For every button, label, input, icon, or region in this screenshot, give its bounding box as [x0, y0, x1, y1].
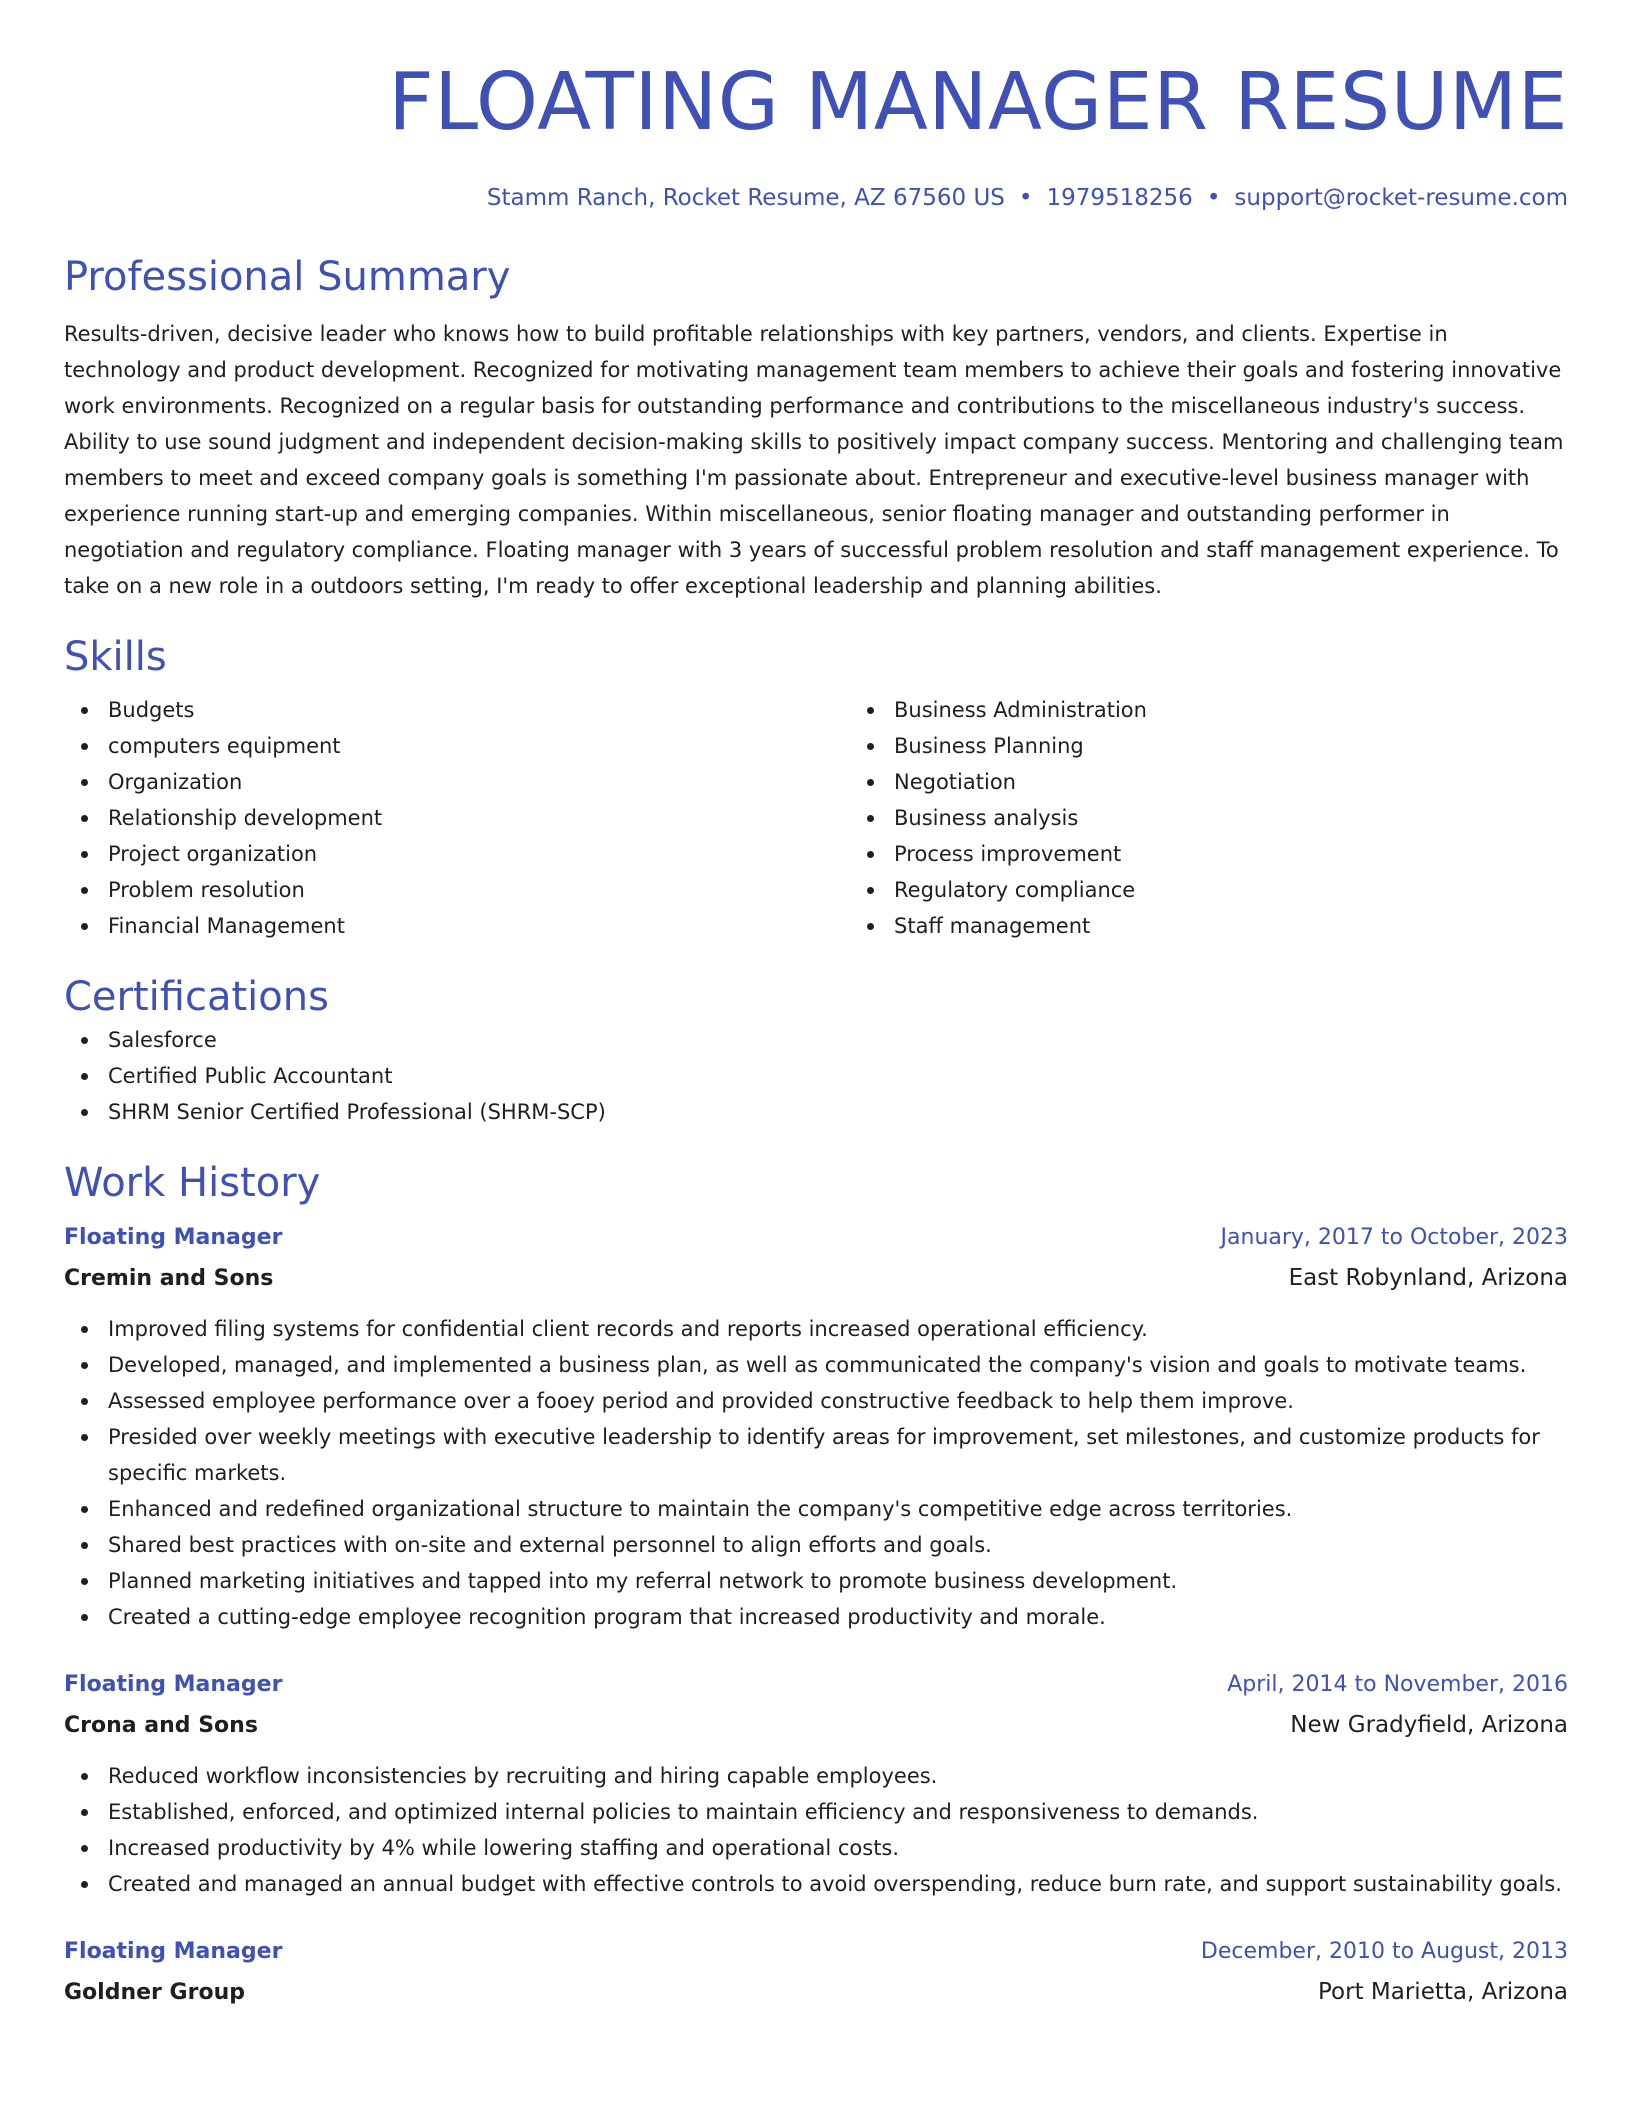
job-header-row: [64, 1218, 1568, 1258]
skills-column-right: [850, 692, 1632, 944]
job-duty-item: Created a cutting-edge employee recognition program that increased productivity and morale.: [108, 1599, 1568, 1635]
job-company: Crona and Sons: [64, 1713, 258, 1738]
contact-email[interactable]: support@rocket-resume.com: [1234, 185, 1568, 211]
job-dates: April, 2014 to November, 2016: [1227, 1672, 1568, 1697]
job-company-row: [64, 1705, 1568, 1746]
skill-item: Organization: [108, 764, 850, 800]
skills-heading: Skills: [64, 634, 167, 680]
job-location: East Robynland, Arizona: [1288, 1265, 1568, 1291]
certifications-heading: Certifications: [64, 974, 329, 1020]
certifications-list: [64, 1022, 1568, 1130]
job-dates: December, 2010 to August, 2013: [1200, 1939, 1568, 1964]
job-duty-item: Reduced workflow inconsistencies by recruiting and hiring capable employees.: [108, 1758, 1568, 1794]
job-duty-item: Improved filing systems for confidential client records and reports increased operational efficiency.: [108, 1311, 1568, 1347]
job-entry: [64, 1218, 1568, 1635]
resume-title: FLOATING MANAGER RESUME: [388, 56, 1568, 148]
job-company-row: [64, 1258, 1568, 1299]
job-duty-item: Shared best practices with on-site and external personnel to align efforts and goals.: [108, 1527, 1568, 1563]
skills-column-left: [64, 692, 850, 944]
job-company: Goldner Group: [64, 1980, 245, 2005]
job-entry: [64, 1932, 1568, 2013]
job-duty-item: Assessed employee performance over a fooey period and provided constructive feedback to help them improve.: [108, 1383, 1568, 1419]
job-location: New Gradyfield, Arizona: [1290, 1712, 1568, 1738]
job-duty-item: Developed, managed, and implemented a business plan, as well as communicated the company's vision and goals to motivate teams.: [108, 1347, 1568, 1383]
job-duty-item: Created and managed an annual budget with effective controls to avoid overspending, reduce burn rate, and support sustainability goals.: [108, 1866, 1568, 1902]
job-header-row: [64, 1665, 1568, 1705]
skill-item: Regulatory compliance: [894, 872, 1632, 908]
contact-phone: 1979518256: [1046, 185, 1193, 211]
certification-item: SHRM Senior Certified Professional (SHRM-SCP): [108, 1094, 1568, 1130]
skill-item: Business Administration: [894, 692, 1632, 728]
skill-item: Process improvement: [894, 836, 1632, 872]
skill-item: Staff management: [894, 908, 1632, 944]
skill-item: Business analysis: [894, 800, 1632, 836]
job-title: Floating Manager: [64, 1225, 283, 1250]
job-duty-item: Planned marketing initiatives and tapped into my referral network to promote business development.: [108, 1563, 1568, 1599]
skill-item: Budgets: [108, 692, 850, 728]
skill-item: Business Planning: [894, 728, 1632, 764]
job-title: Floating Manager: [64, 1672, 283, 1697]
skills-list: [64, 692, 1568, 944]
job-company-row: [64, 1972, 1568, 2013]
skill-item: Financial Management: [108, 908, 850, 944]
job-dates: January, 2017 to October, 2023: [1220, 1225, 1568, 1250]
contact-separator: •: [1206, 185, 1221, 211]
job-header-row: [64, 1932, 1568, 1972]
job-location: Port Marietta, Arizona: [1318, 1979, 1568, 2005]
job-duty-item: Presided over weekly meetings with executive leadership to identify areas for improvement, set milestones, and customize products for specific markets.: [108, 1419, 1568, 1491]
skill-item: Problem resolution: [108, 872, 850, 908]
skill-item: Relationship development: [108, 800, 850, 836]
contact-line: [64, 182, 1568, 214]
job-duties-list: [64, 1311, 1568, 1635]
job-company: Cremin and Sons: [64, 1266, 274, 1291]
skill-item: Negotiation: [894, 764, 1632, 800]
job-duty-item: Established, enforced, and optimized internal policies to maintain efficiency and responsiveness to demands.: [108, 1794, 1568, 1830]
summary-text: Results-driven, decisive leader who knows how to build profitable relationships with key partners, vendors, and clients. Expertise in technology and product development. Recognized for motivating management team members to achieve their goals and fostering innovative work environments. Recognized on a regular basis for outstanding performance and contributions to the miscellaneous industry's success. Ability to use sound judgment and independent decision-making skills to positively impact company success. Mentoring and challenging team members to meet and exceed company goals is something I'm passionate about. Entrepreneur and executive-level business manager with experience running start-up and emerging companies. Within miscellaneous, senior floating manager and outstanding performer in negotiation and regulatory compliance. Floating manager with 3 years of successful problem resolution and staff management experience. To take on a new role in a outdoors setting, I'm ready to offer exceptional leadership and planning abilities.: [64, 322, 1564, 598]
contact-separator: •: [1018, 185, 1033, 211]
skill-item: Project organization: [108, 836, 850, 872]
certification-item: Certified Public Accountant: [108, 1058, 1568, 1094]
certification-item: Salesforce: [108, 1022, 1568, 1058]
job-duty-item: Enhanced and redefined organizational structure to maintain the company's competitive edge across territories.: [108, 1491, 1568, 1527]
summary-heading: Professional Summary: [64, 254, 511, 300]
job-entry: [64, 1665, 1568, 1902]
contact-address: Stamm Ranch, Rocket Resume, AZ 67560 US: [486, 185, 1005, 211]
skill-item: computers equipment: [108, 728, 850, 764]
job-duty-item: Increased productivity by 4% while lowering staffing and operational costs.: [108, 1830, 1568, 1866]
job-title: Floating Manager: [64, 1939, 283, 1964]
job-duties-list: [64, 1758, 1568, 1902]
work-history-heading: Work History: [64, 1160, 321, 1206]
